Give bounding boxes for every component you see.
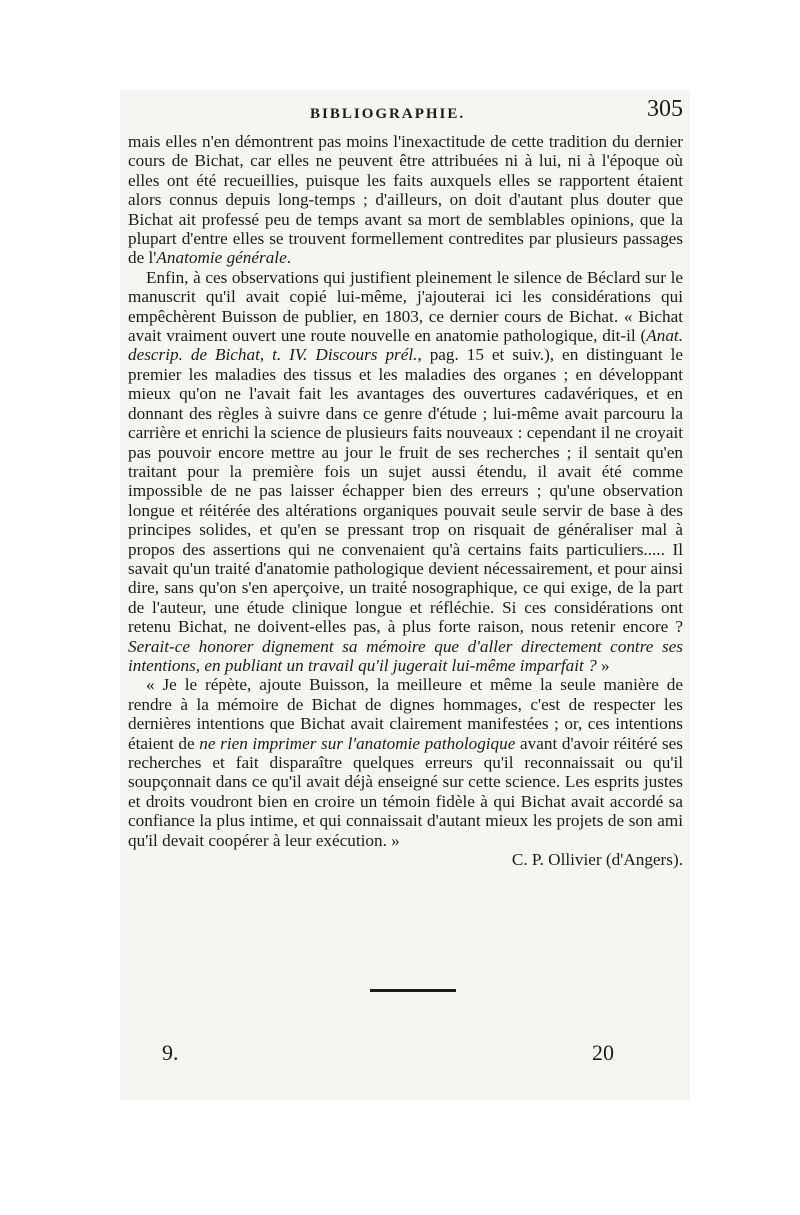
section-rule — [370, 989, 456, 992]
paragraph-1 — [128, 132, 683, 268]
paragraph-3-after: avant d'avoir réitéré ses recherches et fait disparaître quelques erreurs qu'il reconnaissait ou qu'il soupçonnait dans ce qu'il avait déjà enseigné sur cette science. Les esprits justes et droits voudront bien en croire un témoin fidèle à qui Bichat avait accordé sa confiance la plus intime, et qui connaissait d'autant mieux les projets de son ami qu'il devait coopérer à leur exécution. » — [128, 733, 684, 850]
paragraph-1-after: . — [286, 248, 292, 268]
paragraph-2-after: , pag. 15 et suiv.), en distinguant le premier les maladies des tissus et les maladies des organes ; en développant mieux qu'on ne l'avait fait les avantages des ouvertures cadavériques, et en donnant des règles à suivre dans ce genre d'étude ; lui-même avait parcouru la carrière et enrichi la science de plusieurs faits nouveaux : cependant il ne croyait pas pouvoir encore mettre au jour le fruit de ses recherches ; il sentait qu'en traitant pour la première fois un sujet aussi étendu, il avait été comme impossible de ne pas laisser échapper bien des erreurs ; qu'une observation longue et réitérée des altérations organiques pouvait seule servir de base à des principes solides, et qu'en se pressant trop on risquait de généraliser mal à propos des assertions qui ne convenaient qu'à certains faits particuliers..... Il savait qu'un traité d'anatomie pathologique devient nécessairement, et pour ainsi dire, sans qu'on s'en aperçoive, un traité nosographique, ce qui exige, de la part de l'auteur, une étude clinique longue et réfléchie. Si ces considérations ont retenu Bichat, ne doivent-elles pas, à plus forte raison, nous retenir encore ? — [128, 345, 683, 637]
paragraph-3 — [128, 675, 683, 850]
paragraph-3-italic: ne rien imprimer sur l'anatomie pathologique — [199, 733, 516, 753]
article-body — [128, 132, 683, 869]
sheet-number: 20 — [592, 1040, 614, 1065]
paragraph-1-italic: Anatomie générale — [156, 248, 287, 268]
signature-mark: 9. — [162, 1040, 179, 1065]
page-header — [138, 96, 683, 132]
paragraph-2-close: » — [596, 655, 610, 675]
paragraph-2-italic-quote: Serait-ce honorer dignement sa mémoire que d'aller directement contre ses intentions, en publiant un travail qu'il jugerait lui-même imparfait ? — [128, 636, 683, 675]
paragraph-2 — [128, 268, 683, 676]
running-head: BIBLIOGRAPHIE. — [310, 106, 466, 122]
paragraph-2-citation: Anat. descrip. de Bichat, t. IV. Discours prél. — [128, 326, 683, 365]
paragraph-3-text: « Je le répète, ajoute Buisson, la meilleure et même la seule manière de rendre à la mémoire de Bichat de dignes hommages, c'est de respecter les dernières intentions que Bichat avait clairement manifestées ; or, ces intentions étaient de — [128, 675, 683, 753]
author-signature: C. P. Ollivier (d'Angers). — [511, 850, 683, 870]
paragraph-1-text: mais elles n'en démontrent pas moins l'inexactitude de cette tradition du dernier cours de Bichat, car elles ne peuvent être attribuées ni à lui, ni à l'époque où elles ont été recueillies, puisque les faits auxquels elles se rapportent étaient alors connus depuis long-temps ; d'ailleurs, on doit d'autant plus douter que Bichat ait professé peu de temps avant sa mort de semblables opinions, que la plupart d'entre elles se trouvent formellement contredites par plusieurs passages de l' — [128, 132, 683, 268]
page-number: 305 — [647, 96, 683, 122]
paragraph-2-text: Enfin, à ces observations qui justifient pleinement le silence de Béclard sur le manuscrit qu'il avait copié lui-même, j'ajouterai ici les considérations qui empêchèrent Buisson de publier, en 1803, ce dernier cours de Bichat. « Bichat avait vraiment ouvert une route nouvelle en anatomie pathologique, dit-il ( — [128, 267, 683, 346]
